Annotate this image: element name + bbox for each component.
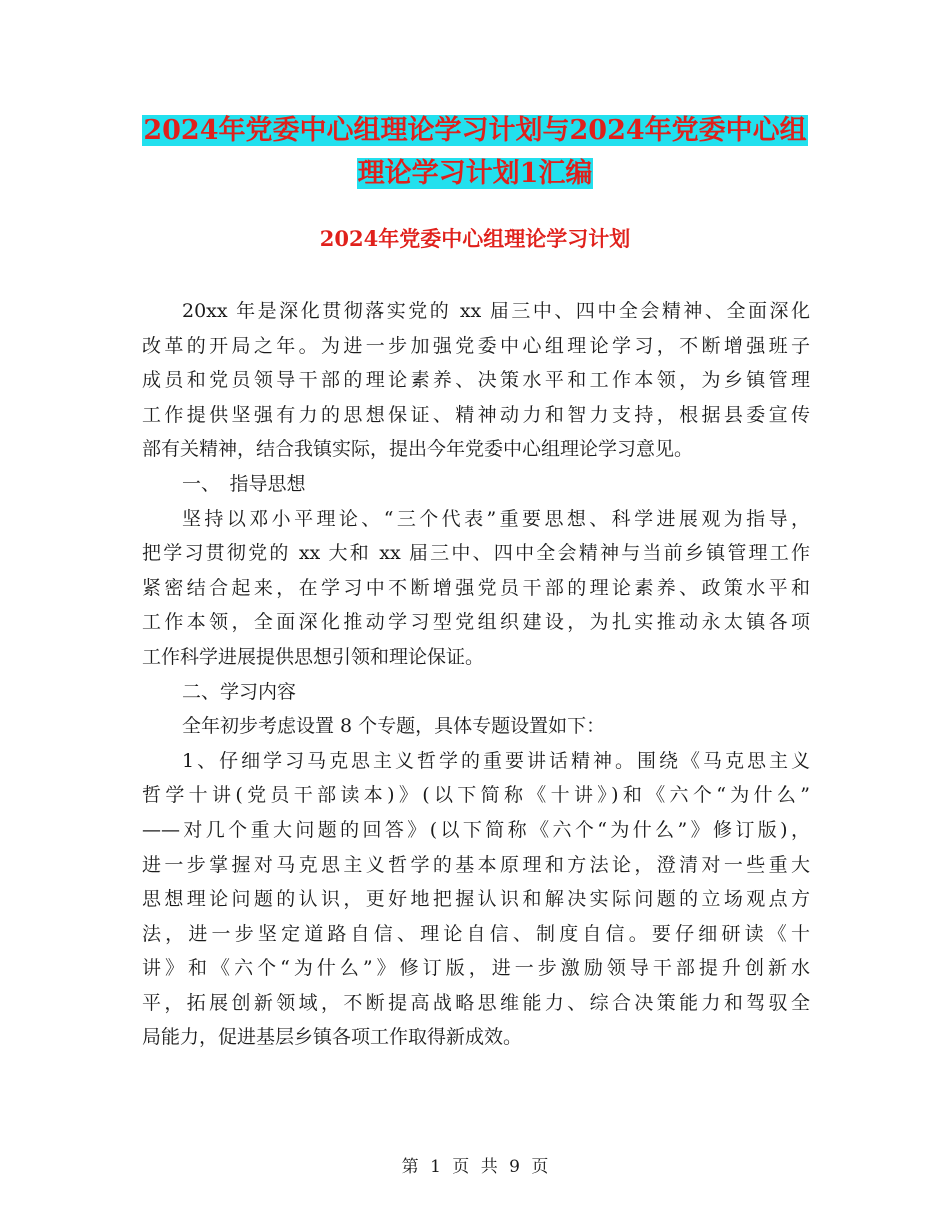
document-title-line-1: 2024年党委中心组理论学习计划与2024年党委中心组 [143, 115, 807, 146]
text-line: ——对几个重大问题的回答》(以下简称《六个“为什么”》修订版)， [142, 818, 810, 841]
text-line: 一、 指导思想 [182, 472, 306, 495]
text-line: 法，进一步坚定道路自信、理论自信、制度自信。要仔细研读《十 [142, 922, 810, 945]
page-footer: 第 1 页 共 9 页 [401, 1157, 549, 1177]
text-line: 平，拓展创新领域，不断提高战略思维能力、综合决策能力和驾驭全 [142, 991, 810, 1014]
text-line: 1、仔细学习马克思主义哲学的重要讲话精神。围绕《马克思主义 [182, 749, 810, 772]
text-line: 思想理论问题的认识，更好地把握认识和解决实际问题的立场观点方 [142, 888, 810, 911]
document-body [142, 294, 810, 1055]
text-line: 部有关精神，结合我镇实际，提出今年党委中心组理论学习意见。 [142, 438, 694, 461]
text-line: 全年初步考虑设置 8 个专题，具体专题设置如下： [182, 715, 606, 738]
text-line: 20xx 年是深化贯彻落实党的 xx 届三中、四中全会精神、全面深化 [182, 300, 810, 322]
text-line: 工作科学进展提供思想引领和理论保证。 [142, 645, 485, 668]
text-line: 工作本领，全面深化推动学习型党组织建设，为扎实推动永太镇各项 [142, 611, 810, 634]
text-line: 坚持以邓小平理论、“三个代表”重要思想、科学进展观为指导， [182, 507, 810, 530]
text-line: 改革的开局之年。为进一步加强党委中心组理论学习，不断增强班子 [142, 334, 810, 357]
document-title-line-2: 理论学习计划1汇编 [357, 158, 593, 189]
text-line: 哲学十讲(党员干部读本)》(以下简称《十讲》)和《六个“为什么” [142, 784, 810, 807]
text-line: 二、学习内容 [182, 680, 297, 703]
text-line: 成员和党员领导干部的理论素养、决策水平和工作本领，为乡镇管理 [142, 369, 810, 392]
text-line: 把学习贯彻党的 xx 大和 xx 届三中、四中全会精神与当前乡镇管理工作 [142, 542, 810, 565]
text-line: 进一步掌握对马克思主义哲学的基本原理和方法论，澄清对一些重大 [142, 853, 810, 876]
text-line: 紧密结合起来，在学习中不断增强党员干部的理论素养、政策水平和 [142, 576, 810, 599]
text-line: 工作提供坚强有力的思想保证、精神动力和智力支持，根据县委宣传 [142, 403, 810, 426]
text-line: 局能力，促进基层乡镇各项工作取得新成效。 [142, 1026, 523, 1049]
section-title: 2024年党委中心组理论学习计划 [319, 226, 631, 251]
text-line: 讲》和《六个“为什么”》修订版，进一步激励领导干部提升创新水 [142, 957, 810, 980]
